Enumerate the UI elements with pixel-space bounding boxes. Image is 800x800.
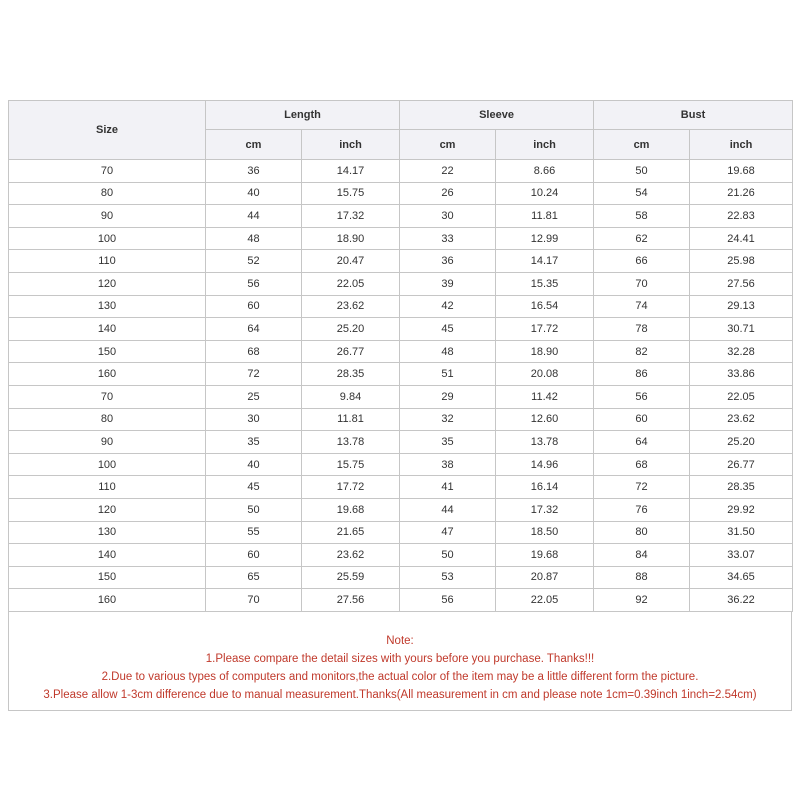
unit-header: inch	[302, 130, 400, 160]
table-cell: 90	[9, 431, 206, 454]
table-row	[9, 295, 793, 318]
table-row	[9, 250, 793, 273]
table-cell: 21.65	[302, 521, 400, 544]
table-cell: 64	[594, 431, 690, 454]
table-cell: 70	[206, 589, 302, 612]
table-row	[9, 363, 793, 386]
table-cell: 18.90	[302, 227, 400, 250]
table-cell: 17.32	[302, 205, 400, 228]
table-cell: 28.35	[302, 363, 400, 386]
table-cell: 41	[400, 476, 496, 499]
table-cell: 14.17	[302, 160, 400, 183]
table-cell: 52	[206, 250, 302, 273]
table-cell: 32.28	[690, 340, 793, 363]
table-cell: 22.83	[690, 205, 793, 228]
table-cell: 90	[9, 205, 206, 228]
table-cell: 82	[594, 340, 690, 363]
table-cell: 74	[594, 295, 690, 318]
table-cell: 48	[400, 340, 496, 363]
length-header: Length	[206, 101, 400, 130]
note-line-1: 1.Please compare the detail sizes with yours before you purchase. Thanks!!!	[205, 652, 595, 665]
table-cell: 80	[594, 521, 690, 544]
table-cell: 56	[206, 272, 302, 295]
table-cell: 30	[206, 408, 302, 431]
size-header: Size	[9, 101, 206, 160]
table-row	[9, 566, 793, 589]
table-cell: 16.14	[496, 476, 594, 499]
table-cell: 20.08	[496, 363, 594, 386]
table-cell: 14.96	[496, 453, 594, 476]
table-row	[9, 521, 793, 544]
table-cell: 29.13	[690, 295, 793, 318]
table-cell: 56	[594, 385, 690, 408]
table-cell: 78	[594, 318, 690, 341]
table-row	[9, 340, 793, 363]
unit-header: inch	[496, 130, 594, 160]
table-cell: 48	[206, 227, 302, 250]
table-cell: 60	[594, 408, 690, 431]
table-cell: 60	[206, 544, 302, 567]
table-cell: 70	[9, 160, 206, 183]
table-cell: 47	[400, 521, 496, 544]
table-cell: 92	[594, 589, 690, 612]
table-cell: 25.98	[690, 250, 793, 273]
table-cell: 72	[206, 363, 302, 386]
table-cell: 54	[594, 182, 690, 205]
table-cell: 15.75	[302, 453, 400, 476]
table-cell: 38	[400, 453, 496, 476]
unit-header: cm	[206, 130, 302, 160]
table-cell: 26.77	[690, 453, 793, 476]
unit-header: cm	[400, 130, 496, 160]
table-row	[9, 205, 793, 228]
table-cell: 160	[9, 589, 206, 612]
table-cell: 140	[9, 318, 206, 341]
table-cell: 30	[400, 205, 496, 228]
table-cell: 35	[206, 431, 302, 454]
note-line-2: 2.Due to various types of computers and monitors,the actual color of the item may be a little different form the picture.	[101, 670, 699, 683]
unit-header: inch	[690, 130, 793, 160]
table-cell: 150	[9, 566, 206, 589]
table-cell: 15.35	[496, 272, 594, 295]
table-cell: 70	[594, 272, 690, 295]
table-cell: 35	[400, 431, 496, 454]
notes-title: Note:	[386, 634, 414, 647]
table-cell: 22.05	[302, 272, 400, 295]
table-cell: 12.99	[496, 227, 594, 250]
table-cell: 40	[206, 182, 302, 205]
table-cell: 26.77	[302, 340, 400, 363]
table-cell: 120	[9, 498, 206, 521]
table-cell: 19.68	[690, 160, 793, 183]
table-cell: 33.86	[690, 363, 793, 386]
table-cell: 18.50	[496, 521, 594, 544]
table-cell: 31.50	[690, 521, 793, 544]
table-cell: 60	[206, 295, 302, 318]
table-cell: 19.68	[302, 498, 400, 521]
table-cell: 80	[9, 408, 206, 431]
table-cell: 44	[400, 498, 496, 521]
table-cell: 22.05	[496, 589, 594, 612]
table-cell: 10.24	[496, 182, 594, 205]
table-cell: 62	[594, 227, 690, 250]
table-cell: 33.07	[690, 544, 793, 567]
table-cell: 27.56	[302, 589, 400, 612]
table-cell: 45	[206, 476, 302, 499]
table-cell: 36	[400, 250, 496, 273]
table-row	[9, 227, 793, 250]
table-cell: 39	[400, 272, 496, 295]
table-row	[9, 544, 793, 567]
table-row	[9, 476, 793, 499]
table-cell: 23.62	[302, 295, 400, 318]
table-cell: 32	[400, 408, 496, 431]
sleeve-header: Sleeve	[400, 101, 594, 130]
table-cell: 29.92	[690, 498, 793, 521]
size-table-body	[9, 160, 793, 612]
table-cell: 50	[400, 544, 496, 567]
table-cell: 15.75	[302, 182, 400, 205]
table-cell: 28.35	[690, 476, 793, 499]
table-cell: 36.22	[690, 589, 793, 612]
table-cell: 25.20	[302, 318, 400, 341]
table-cell: 56	[400, 589, 496, 612]
table-cell: 21.26	[690, 182, 793, 205]
table-cell: 17.32	[496, 498, 594, 521]
table-cell: 40	[206, 453, 302, 476]
table-cell: 22.05	[690, 385, 793, 408]
table-row	[9, 318, 793, 341]
table-cell: 25	[206, 385, 302, 408]
table-cell: 25.59	[302, 566, 400, 589]
table-cell: 140	[9, 544, 206, 567]
table-cell: 150	[9, 340, 206, 363]
table-cell: 84	[594, 544, 690, 567]
table-row	[9, 272, 793, 295]
table-cell: 25.20	[690, 431, 793, 454]
table-cell: 110	[9, 476, 206, 499]
table-row	[9, 589, 793, 612]
table-cell: 100	[9, 453, 206, 476]
table-cell: 110	[9, 250, 206, 273]
table-cell: 11.42	[496, 385, 594, 408]
table-cell: 23.62	[690, 408, 793, 431]
table-cell: 66	[594, 250, 690, 273]
table-cell: 50	[206, 498, 302, 521]
table-cell: 20.87	[496, 566, 594, 589]
table-cell: 130	[9, 521, 206, 544]
table-cell: 88	[594, 566, 690, 589]
table-cell: 70	[9, 385, 206, 408]
table-cell: 20.47	[302, 250, 400, 273]
table-cell: 26	[400, 182, 496, 205]
table-cell: 50	[594, 160, 690, 183]
table-row	[9, 385, 793, 408]
table-cell: 160	[9, 363, 206, 386]
table-cell: 53	[400, 566, 496, 589]
table-cell: 12.60	[496, 408, 594, 431]
table-cell: 30.71	[690, 318, 793, 341]
table-cell: 27.56	[690, 272, 793, 295]
table-row	[9, 431, 793, 454]
notes-box	[8, 612, 792, 711]
table-cell: 14.17	[496, 250, 594, 273]
table-cell: 68	[206, 340, 302, 363]
table-cell: 17.72	[302, 476, 400, 499]
table-cell: 11.81	[496, 205, 594, 228]
table-cell: 120	[9, 272, 206, 295]
size-chart	[8, 100, 792, 711]
table-cell: 13.78	[496, 431, 594, 454]
table-cell: 19.68	[496, 544, 594, 567]
table-cell: 24.41	[690, 227, 793, 250]
table-cell: 76	[594, 498, 690, 521]
table-cell: 34.65	[690, 566, 793, 589]
table-cell: 16.54	[496, 295, 594, 318]
table-cell: 55	[206, 521, 302, 544]
table-cell: 64	[206, 318, 302, 341]
table-row	[9, 453, 793, 476]
table-cell: 33	[400, 227, 496, 250]
table-cell: 9.84	[302, 385, 400, 408]
table-cell: 130	[9, 295, 206, 318]
unit-header: cm	[594, 130, 690, 160]
table-cell: 36	[206, 160, 302, 183]
size-table	[8, 100, 793, 612]
table-cell: 100	[9, 227, 206, 250]
table-row	[9, 160, 793, 183]
table-cell: 22	[400, 160, 496, 183]
table-cell: 11.81	[302, 408, 400, 431]
table-cell: 42	[400, 295, 496, 318]
table-row	[9, 182, 793, 205]
table-cell: 68	[594, 453, 690, 476]
table-cell: 45	[400, 318, 496, 341]
table-cell: 13.78	[302, 431, 400, 454]
table-cell: 72	[594, 476, 690, 499]
table-cell: 80	[9, 182, 206, 205]
table-cell: 29	[400, 385, 496, 408]
table-cell: 44	[206, 205, 302, 228]
table-cell: 17.72	[496, 318, 594, 341]
table-row	[9, 408, 793, 431]
table-cell: 8.66	[496, 160, 594, 183]
table-cell: 18.90	[496, 340, 594, 363]
table-cell: 58	[594, 205, 690, 228]
table-cell: 51	[400, 363, 496, 386]
table-cell: 65	[206, 566, 302, 589]
bust-header: Bust	[594, 101, 793, 130]
note-line-3: 3.Please allow 1-3cm difference due to manual measurement.Thanks(All measurement in cm and please note 1cm=0.39inch 1inch=2.54cm)	[43, 688, 757, 701]
table-cell: 23.62	[302, 544, 400, 567]
table-cell: 86	[594, 363, 690, 386]
table-row	[9, 498, 793, 521]
